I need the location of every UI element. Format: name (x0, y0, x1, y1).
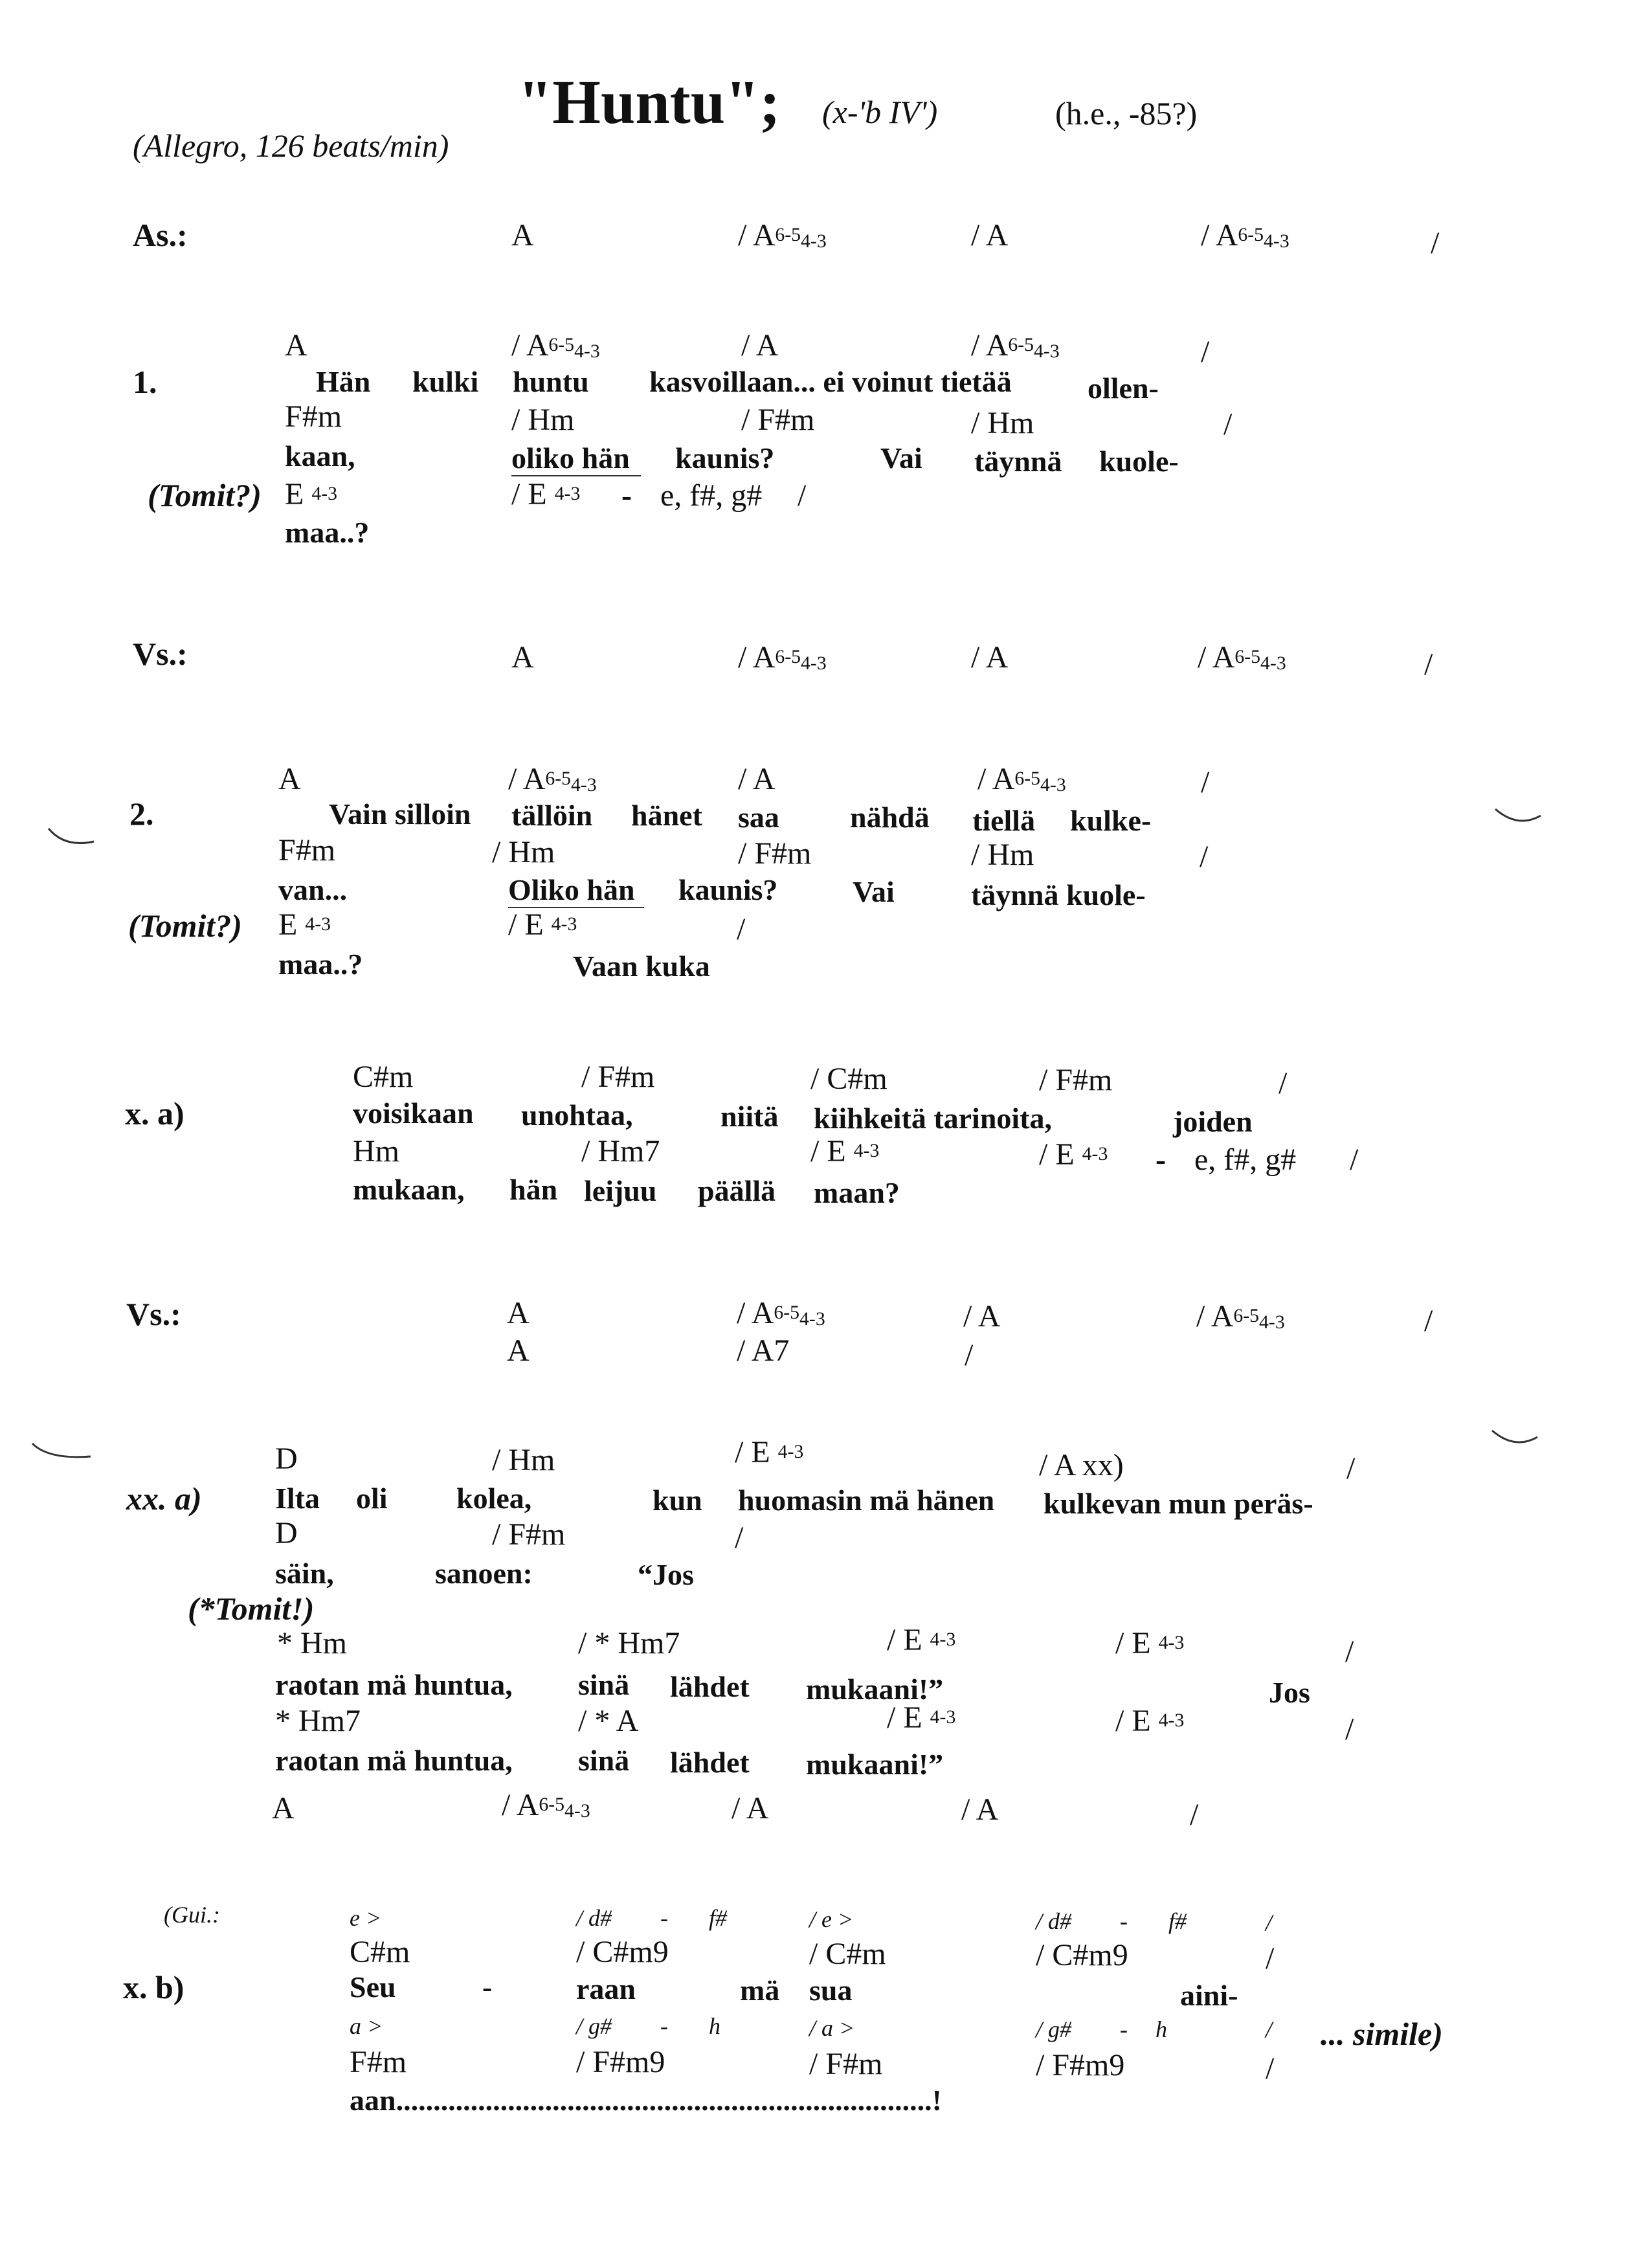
lyric: päällä (698, 1174, 776, 1207)
simile-note: ... simile) (1321, 2016, 1443, 2052)
lyric: mukaani!” (806, 1748, 944, 1781)
run-notes: e, f#, g# (1194, 1143, 1297, 1177)
chord: / F#m (492, 1517, 566, 1552)
lyric: “Jos (638, 1558, 694, 1591)
guitar-note: / a > (809, 2015, 855, 2041)
guitar-note: e > (350, 1905, 382, 1931)
lyric: ollen- (1088, 372, 1159, 405)
lyric: Ilta (275, 1482, 320, 1515)
bar-line: / (1266, 2051, 1275, 2086)
guitar-dash: - (1120, 1908, 1128, 1934)
bar-line: / (1424, 647, 1433, 682)
chord: A (285, 328, 307, 362)
section-label-interlude: Vs.: (133, 636, 188, 672)
lyric: kuole- (1099, 445, 1179, 478)
guitar-note: / g# (576, 2013, 612, 2039)
lyric: Vain silloin (329, 797, 471, 831)
chord: / * A (578, 1704, 639, 1738)
chord: / E $^{4-3}$ (887, 1623, 956, 1657)
lyric: saa (738, 801, 779, 834)
lyric: lähdet (670, 1746, 750, 1779)
chord: / E $^{4-3}$ (1115, 1704, 1185, 1738)
chord: / Hm (971, 838, 1034, 872)
bar-line: / (1201, 335, 1210, 369)
chord: / A (971, 218, 1009, 252)
chord: / $A^{6-5}_{4-3}$ (1198, 640, 1286, 674)
chord: C#m (350, 1935, 410, 1969)
chord: * Hm (277, 1626, 347, 1660)
lyric: niitä (720, 1100, 779, 1133)
underline-mark (511, 475, 641, 476)
section-label-xa: x. a) (125, 1095, 184, 1132)
lyric: joiden (1173, 1105, 1253, 1138)
lyric: oli (356, 1482, 388, 1515)
lyric: huntu (513, 365, 589, 398)
chord: / A (971, 640, 1009, 674)
key-note: (x-'b IV') (822, 94, 938, 130)
margin-mark (1492, 806, 1544, 832)
chord: / E $^{4-3}$ (887, 1700, 956, 1735)
lyric: leijuu (584, 1174, 657, 1207)
lyric: kaan, (285, 440, 355, 473)
margin-mark (29, 1440, 94, 1466)
bar-line: / (1201, 765, 1210, 799)
chord: / E $^{4-3}$ (1039, 1137, 1108, 1172)
guitar-note: h (1155, 2016, 1167, 2042)
tempo-note: (Allegro, 126 beats/min) (133, 128, 449, 164)
lyric: täynnä (974, 445, 1062, 478)
chord: A (507, 1296, 530, 1330)
chord: / * Hm7 (578, 1626, 680, 1660)
bar-line: / (1431, 226, 1440, 260)
lyric: raotan mä huntua, (275, 1744, 513, 1777)
bar-line: / (1266, 1941, 1275, 1976)
chord: / C#m9 (576, 1935, 669, 1969)
chord: A (278, 762, 301, 796)
chord: * Hm7 (275, 1704, 361, 1738)
lyric: Vai (880, 441, 922, 474)
bar-line: / (1200, 840, 1209, 874)
guitar-note: a > (350, 2013, 383, 2039)
run-notes: e, f#, g# (660, 478, 763, 513)
lyric: hänet (631, 799, 702, 832)
guitar-dash: - (660, 2013, 668, 2039)
tomit-note: (Tomit?) (148, 477, 262, 513)
bar-line: / (798, 478, 807, 513)
guitar-note: f# (709, 1905, 728, 1931)
chord: / $A^{6-5}_{4-3}$ (977, 762, 1066, 796)
lyric: kun (653, 1484, 702, 1517)
bar-line: / (1278, 1066, 1288, 1100)
lyric: kolea, (456, 1482, 532, 1515)
lyric: - (482, 1970, 493, 2003)
margin-mark (45, 825, 97, 851)
lyric: Seu (350, 1970, 396, 2003)
chord: / $A^{6-5}_{4-3}$ (511, 328, 600, 362)
section-label-xxa: xx. a) (126, 1480, 202, 1517)
chord: C#m (353, 1060, 414, 1094)
chord: / $A^{6-5}_{4-3}$ (1196, 1299, 1285, 1333)
chord: E $^{4-3}$ (278, 908, 331, 942)
lyric: tiellä (972, 804, 1036, 837)
chord: / A (731, 1791, 769, 1825)
lyric: raan (576, 1972, 636, 2005)
section-label-interlude: Vs.: (126, 1296, 181, 1332)
lyric: maa..? (285, 516, 370, 549)
lyric: mukaani!” (806, 1673, 944, 1706)
margin-mark (1489, 1427, 1541, 1453)
lyric: sinä (578, 1744, 630, 1777)
chord: / $A^{6-5}_{4-3}$ (738, 640, 827, 674)
lyric: kaunis? (675, 441, 775, 474)
chord: E $^{4-3}$ (285, 477, 337, 511)
chord: / C#m9 (1036, 1938, 1128, 1972)
lyric: hän (509, 1173, 558, 1206)
lyric: nähdä (850, 801, 930, 834)
bar-line: / (1345, 1712, 1354, 1746)
chord: A (511, 640, 534, 674)
chord: F#m (285, 399, 342, 434)
chord: / $A^{6-5}_{4-3}$ (738, 218, 827, 252)
lyric: sanoen: (435, 1557, 533, 1590)
lyric: aan........................................................................! (350, 2084, 942, 2117)
bar-line: / (1424, 1304, 1433, 1338)
chord: / A (963, 1299, 1001, 1333)
section-label-xb: x. b) (123, 1969, 184, 2005)
lyric: Hän (316, 365, 371, 398)
chord: F#m (278, 833, 336, 867)
lyric: sua (809, 1974, 853, 2007)
chord: / $A^{6-5}_{4-3}$ (1201, 218, 1289, 252)
chord: / A xx) (1039, 1448, 1124, 1482)
lyric: van... (278, 873, 348, 906)
lyric: täynnä kuole- (971, 878, 1146, 911)
chord: / A (961, 1792, 999, 1827)
bar-line: / (1266, 2016, 1273, 2042)
lyric: voisikaan (353, 1097, 474, 1130)
lyric: säin, (275, 1557, 334, 1590)
chord: A (507, 1333, 530, 1368)
page-title: "Huntu"; (518, 67, 781, 137)
guitar-dash: - (660, 1905, 668, 1931)
guitar-note: f# (1168, 1908, 1187, 1934)
guitar-dash: - (1120, 2016, 1128, 2042)
chord: / $A^{6-5}_{4-3}$ (737, 1296, 825, 1330)
guitar-label: (Gui.: (164, 1902, 220, 1928)
chord: / $A^{6-5}_{4-3}$ (971, 328, 1060, 362)
chord: / F#m (1039, 1063, 1113, 1097)
chord: / Hm (511, 403, 575, 437)
chord: / E $^{4-3}$ (735, 1435, 804, 1469)
lyric: mä (740, 1974, 780, 2007)
lyric: kulke- (1070, 804, 1152, 837)
chord: / F#m (738, 836, 812, 871)
lyric: huomasin mä hänen (738, 1484, 995, 1517)
lyric: kasvoillaan... ei voinut tietää (649, 365, 1012, 398)
tomit-note: (*Tomit!) (188, 1590, 315, 1627)
bar-line: / (737, 912, 746, 946)
lyric: lähdet (670, 1670, 750, 1703)
chord: / E $^{4-3}$ (511, 477, 581, 511)
lyric: maa..? (278, 948, 363, 981)
chord: / F#m9 (1036, 2048, 1125, 2082)
section-label-verse2: 2. (129, 796, 154, 832)
bar-line: / (1266, 1910, 1273, 1935)
chord: D (275, 1442, 298, 1476)
bar-line: / (1345, 1634, 1354, 1669)
dash: - (1155, 1143, 1166, 1177)
chord: / A (738, 762, 776, 796)
chord: / E $^{4-3}$ (508, 908, 577, 942)
lyric: Jos (1269, 1676, 1310, 1709)
chord: / Hm (492, 1443, 555, 1477)
bar-line: / (965, 1338, 974, 1372)
date-note: (h.e., -85?) (1055, 95, 1198, 131)
lyric: unohtaa, (521, 1098, 633, 1132)
chord: / Hm (492, 835, 555, 869)
section-label-intro: As.: (133, 217, 188, 253)
chord: / A7 (737, 1333, 790, 1368)
lyric: raotan mä huntua, (275, 1668, 513, 1701)
lyric: kulkevan mun peräs- (1044, 1487, 1313, 1520)
lyric: kiihkeitä tarinoita, (814, 1102, 1053, 1135)
chord: / F#m9 (576, 2045, 665, 2079)
chord: / $A^{6-5}_{4-3}$ (508, 762, 597, 796)
tomit-note: (Tomit?) (128, 908, 242, 944)
dash: - (621, 478, 632, 513)
guitar-note: h (709, 2013, 720, 2039)
lyric: sinä (578, 1668, 630, 1701)
lyric: tällöin (511, 799, 593, 832)
lyric: Vai (853, 875, 895, 908)
chord: A (272, 1791, 295, 1825)
chord: Hm (353, 1134, 399, 1168)
chord: / F#m (581, 1060, 655, 1094)
lyric: aini- (1180, 1979, 1238, 2012)
bar-line: / (1223, 407, 1233, 441)
bar-line: / (1346, 1451, 1356, 1486)
chord: / F#m (809, 2047, 883, 2081)
chord: / A (741, 328, 779, 362)
guitar-note: / d# (576, 1905, 612, 1931)
chord: / E $^{4-3}$ (1115, 1626, 1185, 1660)
guitar-note: / g# (1036, 2016, 1072, 2042)
lyric: Oliko hän (508, 873, 635, 906)
bar-line: / (1350, 1143, 1359, 1177)
chord: D (275, 1516, 298, 1550)
chord: / E $^{4-3}$ (810, 1134, 880, 1168)
chord: / Hm7 (581, 1134, 660, 1168)
guitar-note: / e > (809, 1906, 854, 1932)
chord: / $A^{6-5}_{4-3}$ (502, 1788, 590, 1822)
lyric: kulki (412, 365, 479, 398)
chord: / Hm (971, 406, 1034, 440)
lyric: oliko hän (511, 441, 630, 474)
lyric: mukaan, (353, 1173, 465, 1206)
chord: A (511, 218, 534, 252)
bar-line: / (1190, 1798, 1199, 1832)
bar-line: / (735, 1521, 744, 1555)
chord: / F#m (741, 403, 815, 437)
section-label-verse1: 1. (133, 364, 157, 400)
chord: F#m (350, 2045, 407, 2079)
lyric: Vaan kuka (573, 950, 710, 983)
guitar-note: / d# (1036, 1908, 1072, 1934)
chord: / C#m (810, 1062, 887, 1096)
lyric: kaunis? (678, 873, 778, 906)
chord: / C#m (809, 1937, 886, 1971)
lyric: maan? (814, 1176, 900, 1209)
